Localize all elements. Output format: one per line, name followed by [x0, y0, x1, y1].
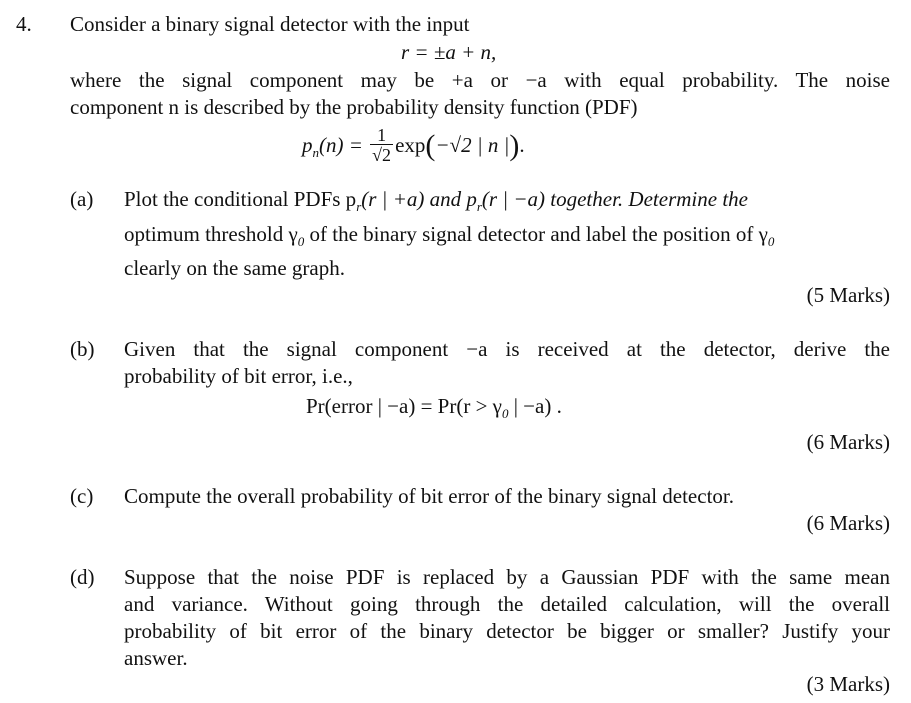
part-a-text-1: Plot the conditional PDFs p	[124, 187, 357, 211]
pdf-fraction-numerator: 1	[377, 124, 387, 145]
part-b-equation-sub: 0	[501, 406, 509, 421]
pdf-exp: exp	[395, 133, 426, 157]
part-d-line-3: probability of bit error of the binary detector be bigger or smaller? Justify your	[124, 619, 890, 643]
part-b-equation-a: Pr(error | −a) = Pr(r > γ	[306, 394, 502, 418]
part-a-line-1	[124, 187, 890, 212]
part-a-label: (a)	[70, 187, 94, 211]
question-intro: Consider a binary signal detector with the input	[70, 12, 470, 36]
part-a-text-2: (r | +a) and p	[361, 187, 477, 211]
part-d-label: (d)	[70, 565, 95, 589]
left-paren: (	[425, 129, 436, 162]
part-b-equation	[306, 394, 562, 419]
part-b-equation-b: | −a) .	[508, 394, 562, 418]
part-a-text-3: (r | −a) together. Determine the	[481, 187, 748, 211]
part-a-marks: (5 Marks)	[806, 283, 890, 307]
pdf-lhs-sub: n	[312, 145, 319, 160]
right-paren: )	[509, 129, 520, 162]
part-a-sub-4: 0	[767, 234, 775, 249]
part-a-text-4: optimum threshold γ	[124, 222, 298, 246]
part-a-line-3: clearly on the same graph.	[124, 256, 345, 280]
part-d-line-2: and variance. Without going through the detailed calculation, will the overall	[124, 592, 890, 616]
pdf-equation	[302, 126, 525, 167]
part-d-line-4: answer.	[124, 646, 188, 670]
part-d-marks: (3 Marks)	[806, 672, 890, 696]
part-a-text-5: of the binary signal detector and label the position of γ	[304, 222, 768, 246]
pdf-fraction	[370, 126, 393, 165]
part-a-sub-3: 0	[297, 234, 305, 249]
part-c-line-1: Compute the overall probability of bit error of the binary signal detector.	[124, 484, 734, 508]
part-b-label: (b)	[70, 337, 95, 361]
description-line-1: where the signal component may be +a or −a with equal probability. The noise	[70, 68, 890, 92]
pdf-fraction-denominator: √2	[372, 144, 392, 165]
pdf-exp-arg: −√2 | n |	[435, 133, 510, 157]
description-line-2: component n is described by the probability density function (PDF)	[70, 95, 638, 119]
pdf-lhs: p	[302, 133, 313, 157]
signal-equation: r = ±a + n,	[401, 40, 497, 64]
question-number: 4.	[16, 12, 32, 36]
part-b-line-1: Given that the signal component −a is received at the detector, derive the	[124, 337, 890, 361]
part-a-sub-1: r	[356, 199, 362, 214]
part-a-sub-2: r	[476, 199, 482, 214]
part-b-marks: (6 Marks)	[806, 430, 890, 454]
part-b-line-2: probability of bit error, i.e.,	[124, 364, 353, 388]
part-d-line-1: Suppose that the noise PDF is replaced by a Gaussian PDF with the same mean	[124, 565, 890, 589]
part-c-label: (c)	[70, 484, 94, 508]
pdf-end: .	[519, 133, 525, 157]
part-c-marks: (6 Marks)	[806, 511, 890, 535]
part-a-line-2	[124, 222, 890, 247]
pdf-lhs-arg: (n) =	[319, 133, 363, 157]
